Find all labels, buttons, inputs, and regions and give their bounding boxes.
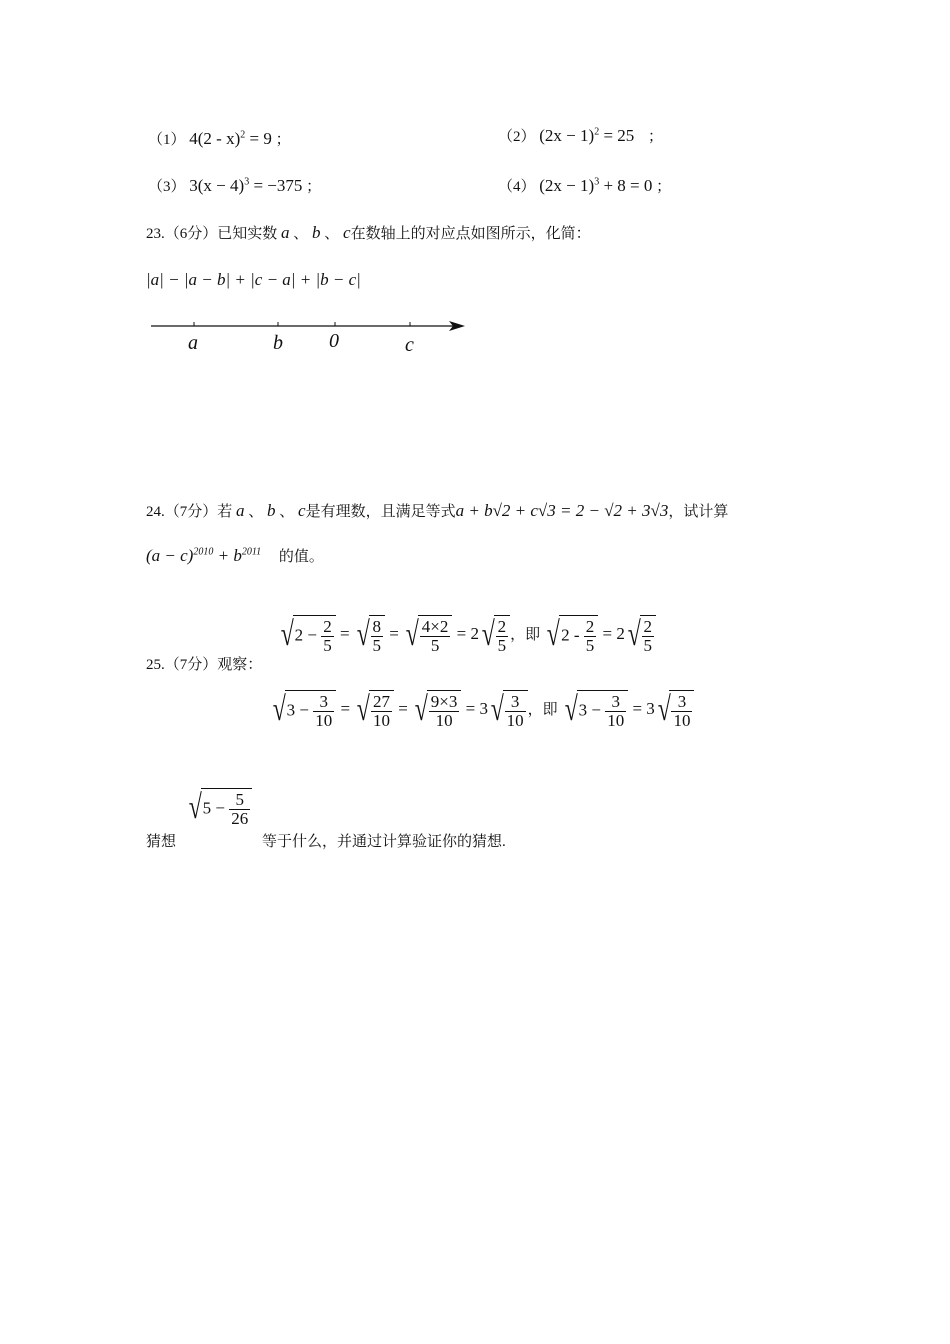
problem-23-expression: |a| − |a − b| + |c − a| + |b − c|: [146, 270, 361, 289]
problem-24-line1: 24.（7分）若 a 、 b 、 c是有理数，且满足等式a + b√2 + c√3 = 2 − √2 + 3√3，试计算: [146, 501, 729, 520]
item-2: （2） $(2x - 1)^2 = 25$ ；: [498, 126, 664, 145]
guess-expression: √5 − $\frac{5}{26}$: [186, 788, 252, 828]
problem-24-expression: $(a - c)^{2010} + b^{2011}$: [146, 546, 262, 565]
observation-line-1: √2 − $\frac{2}{5}$ = √ $\frac{8}{5}$ = √ $\frac{4\times 2}{5}$ = 2√ $\frac{2}{5}$ ，即 √2 - $\frac{2}{5}$ = 2√ $\frac{2}{5}$: [278, 615, 656, 655]
problem-25-guess-prefix: 猜想: [146, 834, 177, 850]
item-4-expr: $(2x - 1)^3 + 8 = 0$: [539, 176, 653, 195]
problem-25-header: 25.（7分）观察：: [146, 657, 263, 673]
item-3-expr: $3(x - 4)^3 = -375$: [189, 176, 303, 195]
problem-23-header: 23.（6分）已知实数 a 、 b 、 c在数轴上的对应点如图所示，化简：: [146, 223, 591, 242]
problem-24-line2: $(a - c)^{2010} + b^{2011}$ 的值。: [146, 546, 324, 565]
item-1: （1） 4(2 - x)$^2$ = 9 ；: [148, 129, 291, 148]
label-a: a: [188, 332, 198, 354]
item-3: （3） $3(x - 4)^3 = -375$ ；: [148, 176, 322, 195]
label-0: 0: [329, 330, 339, 352]
label-b: b: [273, 332, 283, 354]
item-4: （4） $(2x - 1)^3 + 8 = 0$ ；: [498, 176, 672, 195]
problem-25-guess-suffix: 等于什么，并通过计算验证你的猜想.: [262, 834, 506, 850]
problem-24-equation: a + b√2 + c√3 = 2 − √2 + 3√3: [455, 501, 669, 520]
observation-line-2: √3 − $\frac{3}{10}$ = √ $\frac{27}{10}$ = √ $\frac{9\times 3}{10}$ = 3√ $\frac{3}{10}$ ，即 √3 − $\frac{3}{10}$ = 3√ $\frac{3}{10}$: [270, 690, 694, 730]
item-2-expr: $(2x - 1)^2 = 25$: [539, 126, 635, 145]
item-1-expr: 4(2 - x)$^2$ = 9: [189, 129, 272, 148]
label-c: c: [405, 334, 414, 356]
